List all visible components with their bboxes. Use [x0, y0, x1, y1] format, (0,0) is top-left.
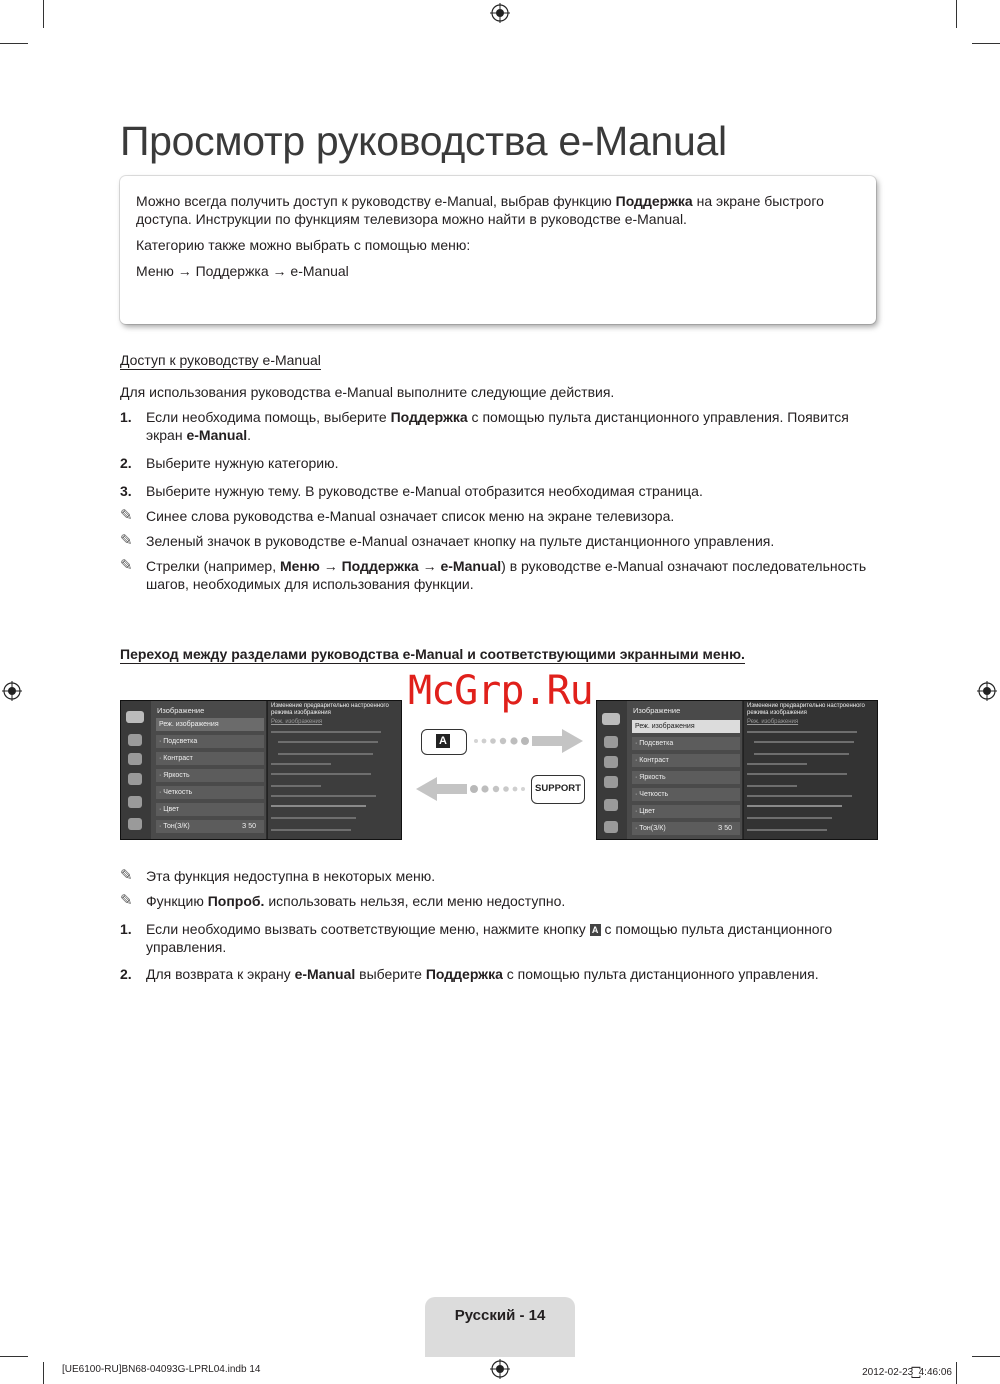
registration-mark-icon: [490, 1359, 510, 1379]
menu-path: Меню → Поддержка → e-Manual: [136, 263, 349, 279]
tv-screen-right: [596, 700, 878, 840]
tv-help-line: [271, 829, 351, 831]
crop-mark: [956, 1362, 957, 1384]
print-slug-left: [UE6100-RU]BN68-04093G-LPRL04.indb 14: [62, 1364, 261, 1375]
step-item: 1. Если необходима помощь, выберите Поддержка с помощью пульта дистанционного управления. Появится экран e-Manual.: [120, 409, 849, 443]
page-title: Просмотр руководства e-Manual: [120, 118, 727, 164]
crop-mark: [0, 1356, 28, 1357]
tv-help-line: [271, 763, 331, 765]
crop-mark: [43, 1362, 44, 1384]
broadcast-icon: [128, 753, 142, 765]
intro-paragraph: Можно всегда получить доступ к руководству e-Manual, выбрав функцию Поддержка на экране быстрого доступа. Инструкции по функциям телевизора можно найти в руководстве e-Manual.: [136, 193, 824, 227]
tv-menu-item: · Цвет: [156, 803, 264, 816]
broadcast-icon: [604, 756, 618, 768]
page-number-tab: [425, 1297, 575, 1357]
tv-menu-item: · Контраст: [156, 752, 264, 765]
crop-mark: [972, 1356, 1000, 1357]
pencil-note-icon: ✎: [120, 892, 133, 909]
step-item: 2. Выберите нужную категорию.: [120, 455, 339, 471]
crop-mark: [956, 0, 957, 28]
tv-help-line: [747, 805, 842, 807]
intro-box: [120, 176, 876, 324]
section-lead: Для использования руководства e-Manual выполните следующие действия.: [120, 384, 615, 400]
button-a-inline-icon: A: [590, 924, 601, 936]
pencil-note-icon: ✎: [120, 532, 133, 549]
gear-icon: [604, 799, 618, 811]
tv-menu-item: · Яркость: [156, 769, 264, 782]
support-icon: [128, 818, 142, 830]
picture-icon: [602, 713, 620, 725]
registration-mark-icon: [490, 3, 510, 23]
arrow-right-icon: [470, 728, 585, 754]
tv-help-line: [271, 785, 321, 787]
note-item: ✎ Зеленый значок в руководстве e-Manual означает кнопку на пульте дистанционного управления.: [120, 532, 775, 549]
section-heading: Переход между разделами руководства e-Manual и соответствующими экранными меню.: [120, 646, 745, 662]
tv-help-line: [278, 753, 373, 755]
support-button-label: SUPPORT: [535, 783, 581, 794]
step-item: 2. Для возврата к экрану e-Manual выберите Поддержка с помощью пульта дистанционного управления.: [120, 966, 819, 982]
tv-menu-item-selected: Реж. изображения: [632, 720, 740, 733]
gear-icon: [128, 796, 142, 808]
tv-menu: [151, 701, 266, 839]
note-item: ✎ Синее слова руководства e-Manual означает список меню на экране телевизора.: [120, 507, 675, 524]
tv-help-panel: [267, 701, 401, 839]
tv-help-line: [747, 829, 827, 831]
picture-icon: [126, 711, 144, 723]
arrow-left-icon: [414, 776, 529, 802]
step-item: 3. Выберите нужную тему. В руководстве e-Manual отобразится необходимая страница.: [120, 483, 703, 499]
button-a: [421, 729, 467, 755]
note-item: ✎ Эта функция недоступна в некоторых меню.: [120, 867, 436, 884]
crop-mark: [972, 43, 1000, 44]
tv-help-title: Изменение предварительно настроенного режима изображения: [747, 703, 865, 716]
tv-sidebar: [121, 701, 151, 839]
support-icon: [604, 821, 618, 833]
sound-icon: [128, 734, 142, 746]
tv-help-link: Реж. изображения: [271, 719, 323, 725]
button-a-label: A: [436, 734, 450, 748]
registration-mark-icon: [2, 681, 22, 701]
step-item: 1. Если необходимо вызвать соответствующие меню, нажмите кнопку A с помощью пульта дистанционного управления.: [120, 921, 833, 955]
tv-help-line: [271, 817, 356, 819]
tv-help-line: [747, 763, 807, 765]
tv-menu-item: Реж. изображения: [156, 718, 264, 731]
watermark: McGrp.Ru: [408, 668, 593, 714]
tv-menu-item: · Подсветка: [632, 737, 740, 750]
tv-menu-item: · Тон(З/К) З 50: [156, 820, 264, 833]
section-heading: Доступ к руководству e-Manual: [120, 352, 321, 368]
crop-mark: [43, 0, 44, 28]
note-item: ✎ Функцию Попроб. использовать нельзя, если меню недоступно.: [120, 892, 566, 909]
tv-sidebar: [597, 701, 627, 839]
intro-paragraph: Категорию также можно выбрать с помощью меню:: [136, 237, 471, 253]
network-icon: [604, 776, 618, 788]
tv-help-line: [747, 817, 832, 819]
tv-menu-item: · Тон(З/К) З 50: [632, 822, 740, 835]
tv-help-line: [271, 795, 376, 797]
sound-icon: [604, 736, 618, 748]
tv-menu-item: · Четкость: [156, 786, 264, 799]
tv-help-line: [747, 773, 847, 775]
registration-mark-icon: [977, 681, 997, 701]
support-button: [531, 775, 585, 804]
tv-menu-item: · Четкость: [632, 788, 740, 801]
crop-mark: [0, 43, 28, 44]
tv-help-line: [754, 741, 854, 743]
tv-menu-item: · Яркость: [632, 771, 740, 784]
tv-help-panel: [743, 701, 877, 839]
print-slug-right: 2012-02-23 ꙱꙱ 4:46:06: [862, 1367, 952, 1378]
tv-screen-left: [120, 700, 402, 840]
network-icon: [128, 773, 142, 785]
pencil-note-icon: ✎: [120, 557, 133, 574]
page-number: Русский - 14: [454, 1307, 546, 1324]
tv-menu-title: Изображение: [633, 706, 681, 715]
tv-help-title: Изменение предварительно настроенного режима изображения: [271, 703, 389, 716]
tv-help-line: [271, 731, 381, 733]
tv-menu-item: · Контраст: [632, 754, 740, 767]
tv-help-link: Реж. изображения: [747, 719, 799, 725]
tv-menu: [627, 701, 742, 839]
tv-menu-item: · Подсветка: [156, 735, 264, 748]
tv-menu-title: Изображение: [157, 706, 205, 715]
tv-help-line: [271, 805, 366, 807]
tv-help-line: [271, 773, 371, 775]
tv-menu-item: · Цвет: [632, 805, 740, 818]
note-item: ✎ Стрелки (например, Меню → Поддержка → e-Manual) в руководстве e-Manual означают последовательность шагов, необходимых для использования функции.: [120, 557, 867, 592]
tv-help-line: [278, 741, 378, 743]
pencil-note-icon: ✎: [120, 867, 133, 884]
pencil-note-icon: ✎: [120, 507, 133, 524]
tv-help-line: [754, 753, 849, 755]
tv-help-line: [747, 795, 852, 797]
tv-help-line: [747, 785, 797, 787]
tv-help-line: [747, 731, 857, 733]
